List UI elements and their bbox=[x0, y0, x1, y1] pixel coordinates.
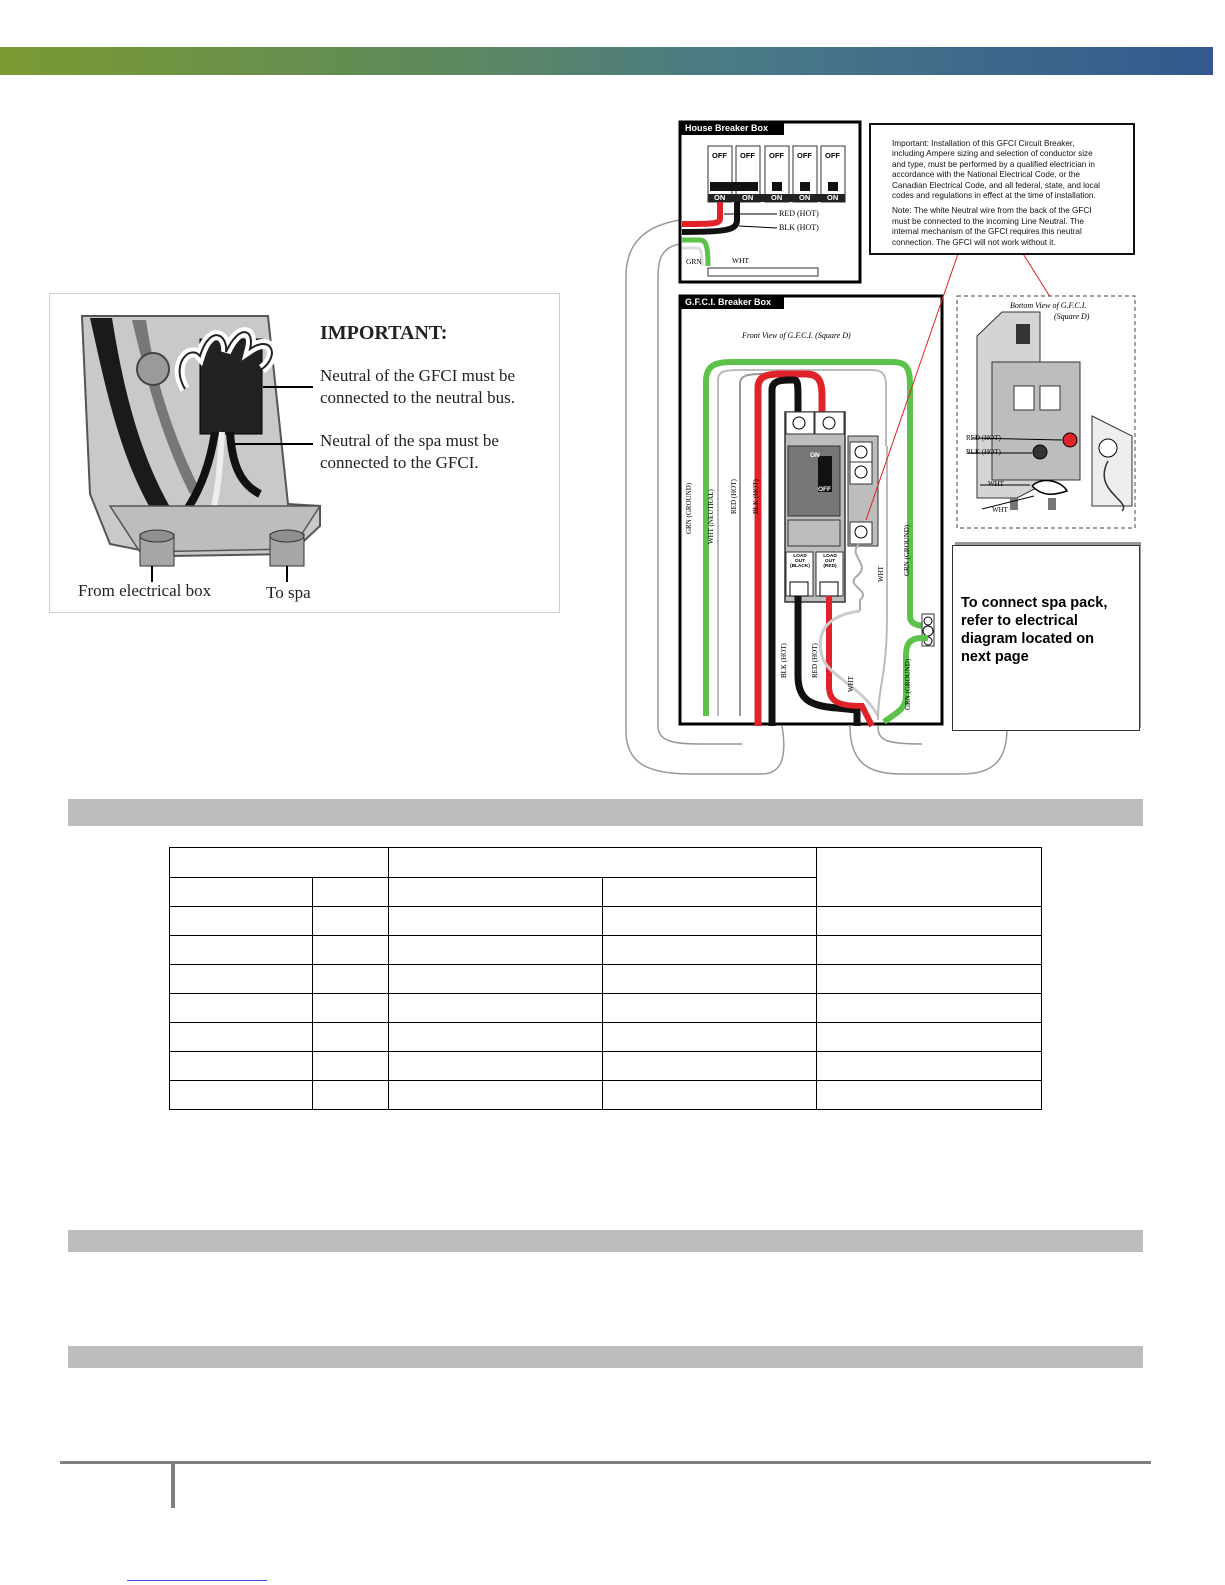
section-header-bar-3 bbox=[68, 1346, 1143, 1368]
table-header-cell bbox=[170, 848, 389, 878]
bottom-red-hot-label: RED (HOT) bbox=[966, 434, 1001, 442]
table-row bbox=[170, 907, 1042, 936]
blk-hot-label: BLK (HOT) bbox=[779, 223, 819, 232]
table-subheader-cell bbox=[389, 878, 603, 907]
gfci-breaker-box-title: G.F.C.I. Breaker Box bbox=[685, 297, 772, 307]
gfci-wiring-photo bbox=[49, 293, 560, 613]
grn-label: GRN bbox=[686, 257, 702, 266]
switch-on-label-1: ON bbox=[714, 193, 726, 202]
neutral-gfci-note-line-1: Neutral of the GFCI must be bbox=[320, 366, 515, 385]
warning-line: internal mechanism of the GFCI requires this neutral bbox=[892, 227, 1082, 237]
switch-off-label-1: OFF bbox=[712, 151, 727, 160]
header-color-band bbox=[0, 47, 1213, 75]
spa-pack-note-text bbox=[961, 594, 1107, 666]
table-row bbox=[170, 1023, 1042, 1052]
warning-line: connection. The GFCI will not work without it. bbox=[892, 237, 1056, 247]
section-header-bar-1 bbox=[68, 799, 1143, 826]
warning-line: Canadian Electrical Code, and all federal, state, and local bbox=[892, 180, 1100, 190]
table-row bbox=[170, 1052, 1042, 1081]
red-hot-lower-label: RED (HOT) bbox=[811, 643, 819, 678]
load-out-red-label: LOAD OUT (RED) bbox=[823, 554, 837, 569]
neutral-spa-note-line-2: connected to the GFCI. bbox=[320, 453, 479, 472]
bottom-blk-hot-label: BLK (HOT) bbox=[966, 448, 1001, 456]
red-hot-label: RED (HOT) bbox=[779, 209, 819, 218]
footer-rule bbox=[60, 1461, 1151, 1464]
table-subheader-cell bbox=[170, 878, 313, 907]
blk-hot-lower-label: BLK (HOT) bbox=[780, 643, 788, 678]
switch-off-label-3: OFF bbox=[769, 151, 784, 160]
from-electrical-box-label: From electrical box bbox=[78, 581, 212, 600]
grn-ground-lower-label: GRN (GROUND) bbox=[904, 658, 912, 710]
installation-warning-text bbox=[892, 139, 1132, 248]
table-row bbox=[170, 965, 1042, 994]
wht-label: WHT bbox=[732, 256, 750, 265]
table-header-cell bbox=[389, 848, 817, 878]
bottom-wht-label-2: WHT bbox=[992, 506, 1008, 514]
grn-ground-left-label: GRN (GROUND) bbox=[685, 482, 693, 534]
warning-line: Note: The white Neutral wire from the back of the GFCI bbox=[892, 206, 1092, 216]
load-out-black-label: LOAD OUT (BLACK) bbox=[790, 554, 810, 569]
table-header-cell bbox=[817, 848, 1042, 907]
switch-on-label-5: ON bbox=[827, 193, 839, 202]
switch-off-label-4: OFF bbox=[797, 151, 812, 160]
important-heading: IMPORTANT: bbox=[320, 322, 448, 344]
table-subheader-cell bbox=[313, 878, 389, 907]
bottom-view-label-1: Bottom View of G.F.C.I. bbox=[1010, 301, 1087, 310]
gfci-wiring-diagram bbox=[622, 116, 1146, 778]
footer-link-underline[interactable] bbox=[127, 1580, 267, 1581]
table-row bbox=[170, 1081, 1042, 1110]
switch-on-label-3: ON bbox=[771, 193, 783, 202]
wht-neutral-label: WHT (NEUTRAL) bbox=[707, 489, 715, 544]
red-hot-vertical-label: RED (HOT) bbox=[730, 479, 738, 514]
spa-note-line: next page bbox=[961, 649, 1029, 665]
switch-on-label-4: ON bbox=[799, 193, 811, 202]
wht-pigtail-label: WHT bbox=[877, 566, 885, 582]
front-view-label: Front View of G.F.C.I. (Square D) bbox=[742, 331, 851, 340]
house-breaker-box-title: House Breaker Box bbox=[685, 123, 769, 133]
blk-hot-vertical-label: BLK (HOT) bbox=[752, 479, 760, 514]
warning-line: must be connected to the incoming Line Neutral. The bbox=[892, 216, 1084, 226]
switch-off-label-2: OFF bbox=[740, 151, 755, 160]
warning-line: codes and regulations in effect at the time of installation. bbox=[892, 191, 1096, 201]
warning-line: Important: Installation of this GFCI Circuit Breaker, bbox=[892, 139, 1075, 148]
warning-line: accordance with the National Electrical Code, or the bbox=[892, 170, 1080, 180]
installation-warning-box bbox=[869, 123, 1135, 255]
table-row bbox=[170, 936, 1042, 965]
switch-on-label-2: ON bbox=[742, 193, 754, 202]
grn-ground-right-label: GRN (GROUND) bbox=[903, 524, 911, 576]
warning-line: including Ampere sizing and selection of conductor size bbox=[892, 149, 1093, 159]
spa-pack-note-box bbox=[952, 545, 1140, 731]
table-subheader-cell bbox=[603, 878, 817, 907]
spa-note-line: refer to electrical bbox=[961, 613, 1078, 629]
spa-note-line: diagram located on bbox=[961, 631, 1094, 647]
gfci-on-label: ON bbox=[810, 452, 820, 459]
switch-off-label-5: OFF bbox=[825, 151, 840, 160]
neutral-gfci-note-line-2: connected to the neutral bus. bbox=[320, 388, 515, 407]
gfci-photo-illustration bbox=[50, 294, 559, 612]
bottom-wht-label-1: WHT bbox=[988, 480, 1004, 488]
wire-size-table bbox=[169, 847, 1042, 1110]
gfci-off-label: OFF bbox=[818, 486, 831, 493]
table-row bbox=[170, 994, 1042, 1023]
spa-note-line: To connect spa pack, bbox=[961, 595, 1108, 611]
section-header-bar-2 bbox=[68, 1230, 1143, 1252]
warning-line: and type, must be performed by a qualified electrician in bbox=[892, 159, 1095, 169]
footer-divider-tick bbox=[171, 1464, 175, 1508]
bottom-view-label-2: (Square D) bbox=[1054, 312, 1090, 321]
wht-lower-label: WHT bbox=[847, 676, 855, 692]
to-spa-label: To spa bbox=[266, 583, 311, 602]
neutral-spa-note-line-1: Neutral of the spa must be bbox=[320, 431, 499, 450]
